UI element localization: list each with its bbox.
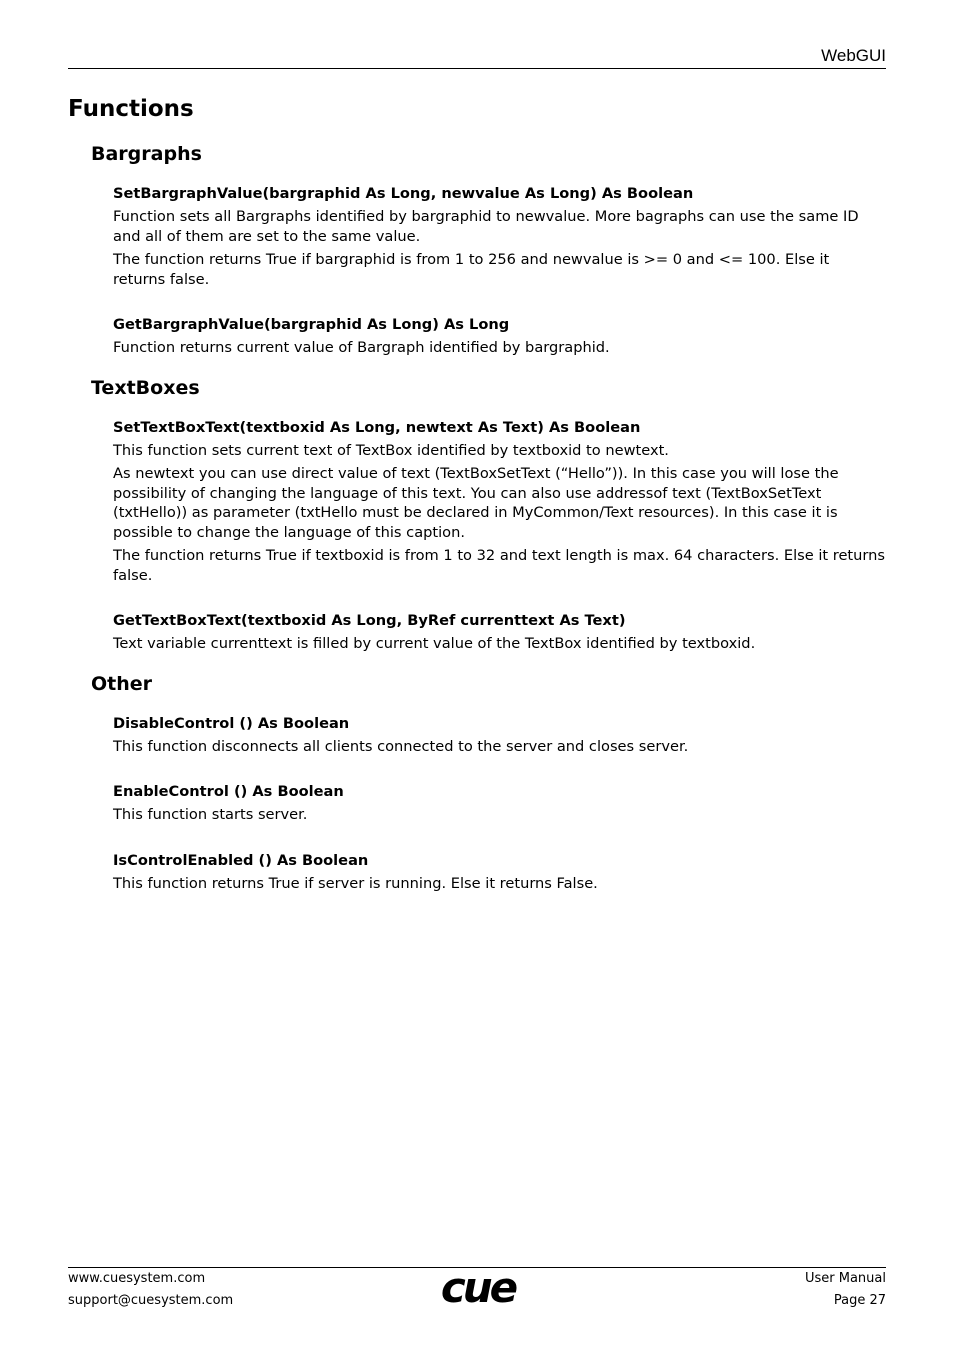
section-title: TextBoxes bbox=[91, 376, 200, 399]
function-signature: EnableControl () As Boolean bbox=[113, 783, 344, 800]
footer-email: support@cuesystem.com bbox=[68, 1293, 234, 1308]
section-other bbox=[68, 672, 886, 894]
function-description: The function returns True if textboxid is from 1 to 32 and text length is max. 64 characters. Else it returns false. bbox=[113, 547, 885, 584]
section-title: Bargraphs bbox=[91, 143, 202, 165]
header-title: WebGUI bbox=[821, 46, 886, 65]
function-signature: SetTextBoxText(textboxid As Long, newtext As Text) As Boolean bbox=[113, 418, 641, 436]
function-signature: SetBargraphValue(bargraphid As Long, newvalue As Long) As Boolean bbox=[113, 185, 694, 202]
page-number: Page 27 bbox=[833, 1293, 886, 1308]
page-title: Functions bbox=[68, 96, 194, 122]
function-description: This function starts server. bbox=[113, 806, 308, 823]
function-description: This function sets current text of TextBox identified by textboxid to newtext. bbox=[113, 441, 669, 459]
function-description: As newtext you can use direct value of text (TextBoxSetText (“Hello”)). In this case you will lose the possibility of changing the language of this text. You can also use addressof text (TextBoxSetText (txtHello)) as parameter (txtHello must be declared in MyCommon/Text resources). In this case it is possible to change the language of this caption. bbox=[113, 465, 839, 541]
function-description: Text variable currenttext is filled by current value of the TextBox identified by textboxid. bbox=[113, 635, 756, 652]
function-entry bbox=[113, 714, 886, 757]
footer-doc-info bbox=[805, 1268, 886, 1312]
function-description: This function returns True if server is running. Else it returns False. bbox=[113, 874, 598, 892]
footer-contact bbox=[68, 1268, 233, 1312]
cue-logo bbox=[430, 1264, 526, 1310]
section-bargraphs bbox=[68, 142, 886, 358]
footer-doc-type: User Manual bbox=[804, 1271, 886, 1286]
logo-text: cue bbox=[440, 1264, 516, 1310]
function-entry bbox=[113, 782, 886, 825]
function-signature: DisableControl () As Boolean bbox=[113, 714, 350, 732]
function-entry bbox=[113, 611, 886, 654]
function-signature: IsControlEnabled () As Boolean bbox=[113, 851, 369, 869]
function-entry bbox=[113, 851, 886, 894]
section-title: Other bbox=[91, 672, 153, 695]
section-textboxes bbox=[68, 376, 886, 654]
function-signature: GetTextBoxText(textboxid As Long, ByRef currenttext As Text) bbox=[113, 612, 626, 629]
function-entry bbox=[113, 418, 886, 586]
function-description: The function returns True if bargraphid is from 1 to 256 and newvalue is >= 0 and <= 100. Else it returns false. bbox=[113, 251, 830, 288]
function-description: Function returns current value of Bargraph identified by bargraphid. bbox=[113, 339, 610, 356]
function-entry bbox=[113, 315, 886, 358]
document-body bbox=[68, 94, 886, 897]
function-signature: GetBargraphValue(bargraphid As Long) As Long bbox=[113, 316, 510, 333]
function-entry bbox=[113, 184, 886, 289]
function-description: This function disconnects all clients connected to the server and closes server. bbox=[113, 737, 689, 755]
header-divider bbox=[68, 68, 886, 69]
footer-website: www.cuesystem.com bbox=[68, 1271, 206, 1286]
function-description: Function sets all Bargraphs identified by bargraphid to newvalue. More bagraphs can use the same ID and all of them are set to the same value. bbox=[113, 208, 859, 245]
